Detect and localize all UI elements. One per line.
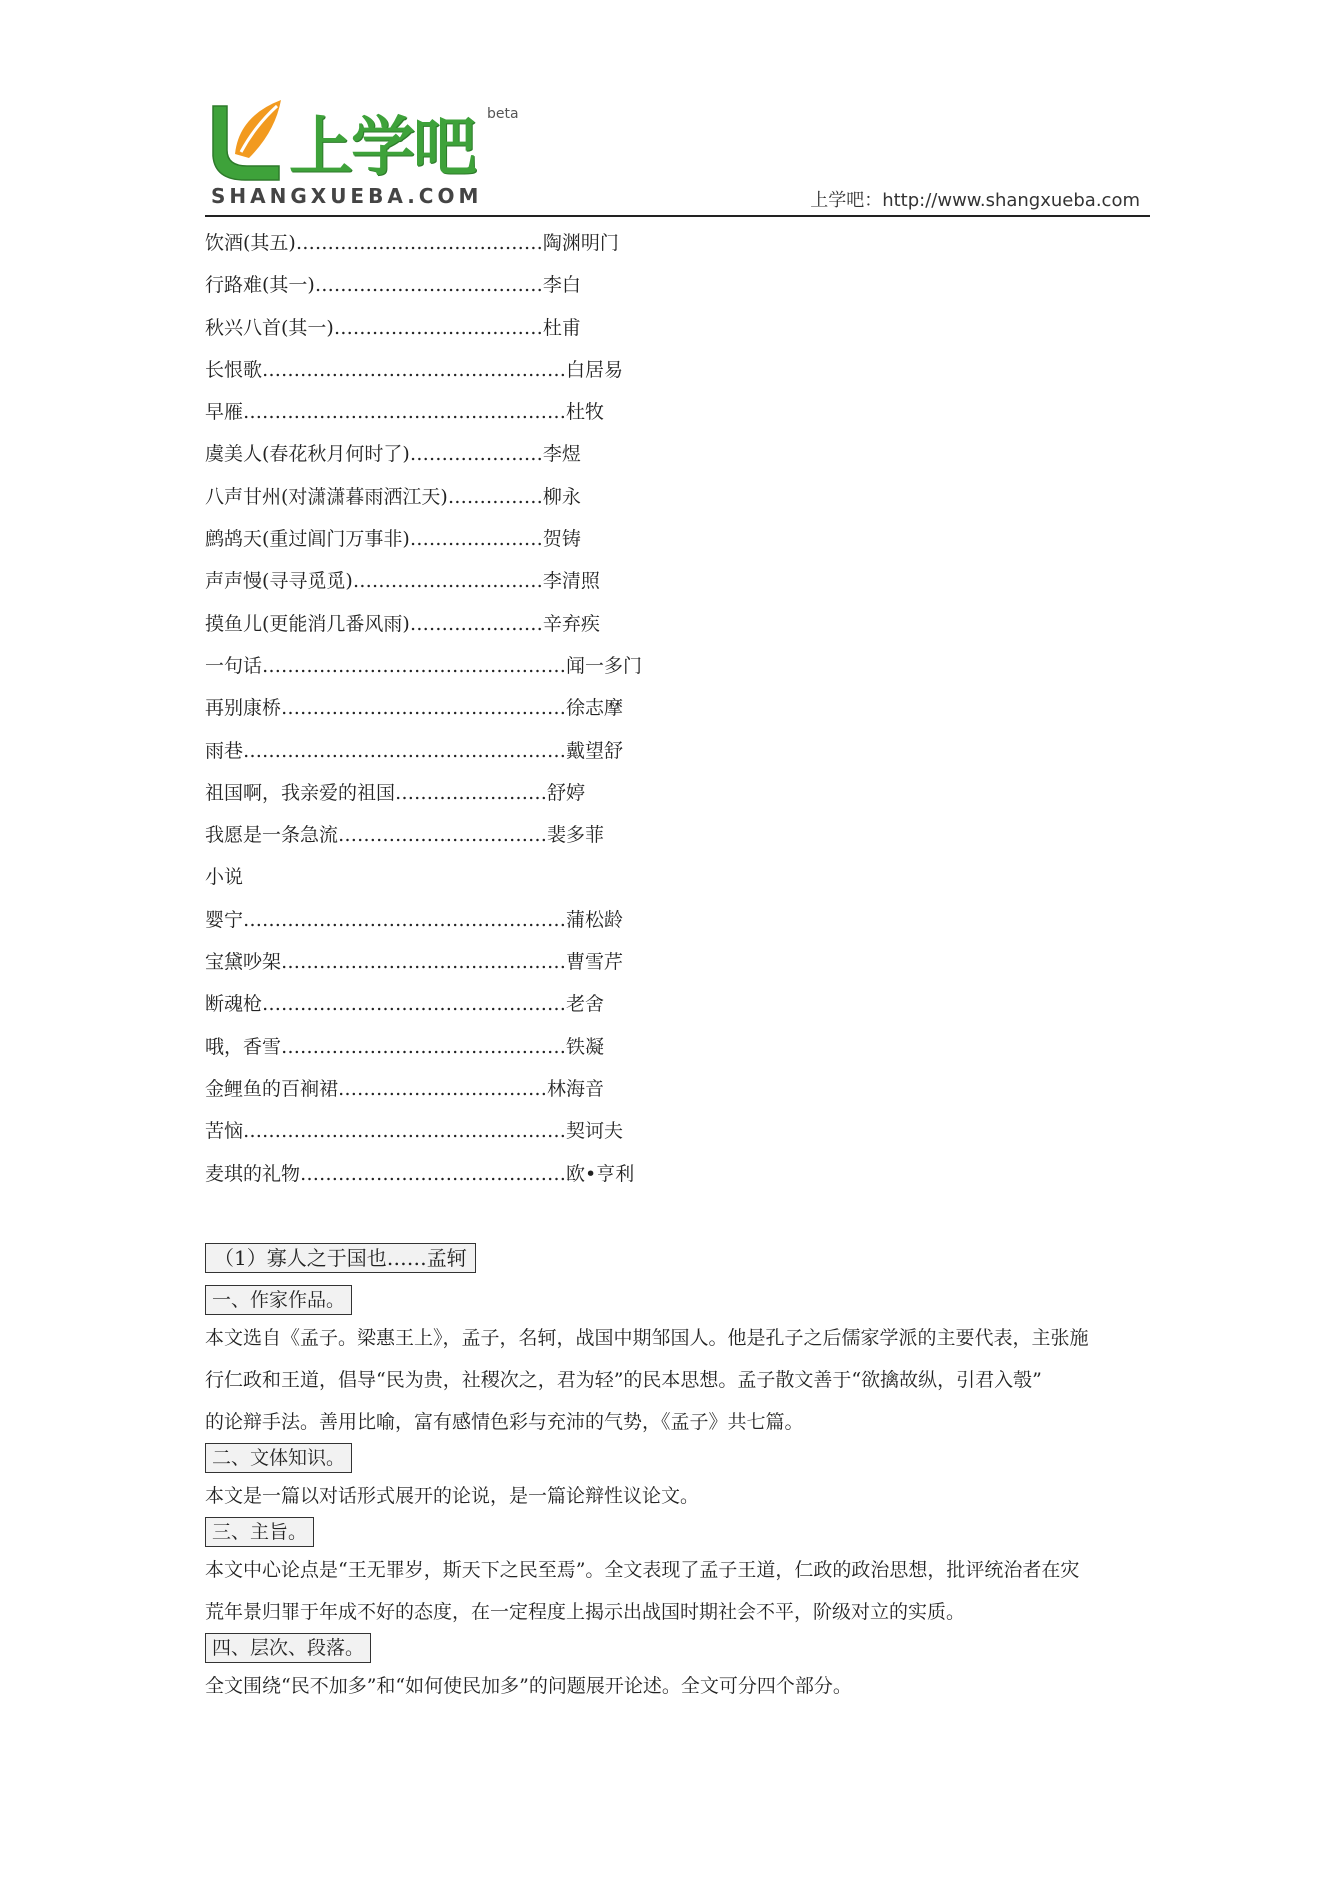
lesson-section — [205, 1243, 1150, 1707]
list-item: 声声慢(寻寻觅觅)…………………………李清照 — [205, 570, 600, 593]
list-item: 秋兴八首(其一)……………………………杜甫 — [205, 316, 581, 339]
list-item: 八声甘州(对潇潇暮雨洒江天)……………柳永 — [205, 485, 581, 508]
logo-wordmark: 上学吧 — [289, 111, 475, 185]
paragraph-line: 荒年景归罪于年成不好的态度，在一定程度上揭示出战国时期社会不平，阶级对立的实质。 — [205, 1601, 966, 1623]
list-item: 再别康桥………………………………………徐志摩 — [205, 697, 624, 720]
lesson-title: （1）寡人之于国也……孟轲 — [205, 1243, 476, 1273]
list-item: 麦琪的礼物……………………………………欧•亨利 — [205, 1162, 635, 1185]
list-item: 早雁……………………………………………杜牧 — [205, 401, 605, 424]
list-item: 行路难(其一)………………………………李白 — [205, 274, 581, 297]
paragraph-line: 全文围绕“民不加多”和“如何使民加多”的问题展开论述。全文可分四个部分。 — [205, 1675, 852, 1697]
list-item: 鹧鸪天(重过阊门万事非)…………………贺铸 — [205, 528, 581, 551]
site-url[interactable]: 上学吧：http://www.shangxueba.com — [810, 190, 1140, 211]
category-heading: 小说 — [205, 866, 244, 889]
paragraph-line: 本文是一篇以对话形式展开的论说，是一篇论辩性议论文。 — [205, 1485, 700, 1507]
paragraph-line: 本文中心论点是“王无罪岁，斯天下之民至焉”。全文表现了孟子王道，仁政的政治思想，批评统治者在灾 — [205, 1559, 1080, 1581]
list-item: 虞美人(春花秋月何时了)…………………李煜 — [205, 443, 581, 466]
list-item: 饮酒(其五)…………………………………陶渊明门 — [205, 232, 619, 254]
logo-subtitle: SHANGXUEBA.COM — [211, 184, 483, 208]
paragraph-line: 行仁政和王道，倡导“民为贵，社稷次之，君为轻”的民本思想。孟子散文善于“欲擒故纵，引君入彀” — [205, 1369, 1042, 1391]
list-item: 长恨歌…………………………………………白居易 — [205, 358, 624, 381]
list-item: 哦，香雪………………………………………铁凝 — [205, 1035, 605, 1058]
site-logo[interactable] — [205, 92, 535, 216]
paragraph-line: 本文选自《孟子。梁惠王上》，孟子，名轲，战国中期邹国人。他是孔子之后儒家学派的主要代表，主张施 — [205, 1327, 1089, 1349]
list-item: 苦恼……………………………………………契诃夫 — [205, 1120, 624, 1143]
page-header — [205, 92, 1150, 216]
leaf-logo-icon — [205, 96, 289, 184]
list-item: 婴宁……………………………………………蒲松龄 — [205, 908, 624, 931]
section-heading: 三、主旨。 — [205, 1517, 314, 1547]
list-item: 一句话…………………………………………闻一多门 — [205, 654, 643, 677]
list-item: 摸鱼儿(更能消几番风雨)…………………辛弃疾 — [205, 612, 600, 635]
work-list — [205, 222, 905, 1195]
list-item: 金鲤鱼的百裥裙……………………………林海音 — [205, 1077, 605, 1100]
list-item: 断魂枪…………………………………………老舍 — [205, 993, 605, 1016]
list-item: 祖国啊，我亲爱的祖国……………………舒婷 — [205, 781, 586, 804]
section-heading: 四、层次、段落。 — [205, 1633, 371, 1663]
list-item: 我愿是一条急流……………………………裴多菲 — [205, 824, 605, 847]
header-divider — [205, 215, 1150, 217]
logo-beta-label: beta — [487, 106, 519, 122]
section-heading: 二、文体知识。 — [205, 1443, 352, 1473]
list-item: 宝黛吵架………………………………………曹雪芹 — [205, 951, 624, 974]
list-item: 雨巷……………………………………………戴望舒 — [205, 739, 624, 762]
section-heading: 一、作家作品。 — [205, 1285, 352, 1315]
paragraph-line: 的论辩手法。善用比喻，富有感情色彩与充沛的气势，《孟子》共七篇。 — [205, 1411, 804, 1433]
